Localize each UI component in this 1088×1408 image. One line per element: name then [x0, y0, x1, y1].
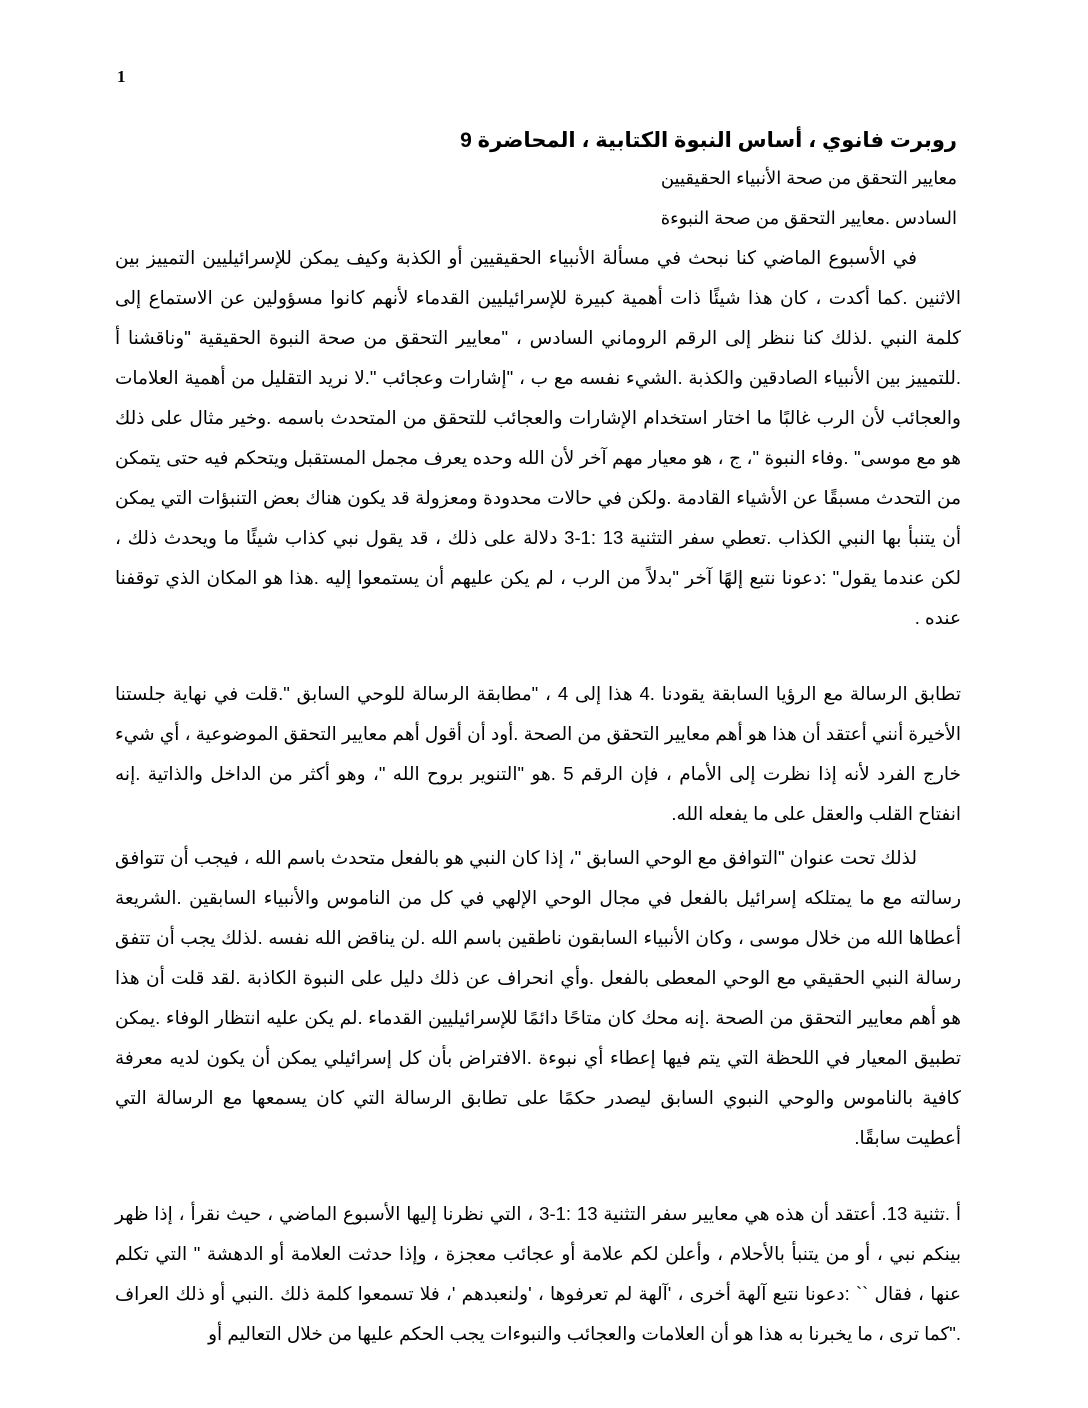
document-body — [115, 124, 961, 1354]
paragraph-spacer — [115, 1158, 961, 1194]
paragraph-4: أ .تثنية 13. أعتقد أن هذه هي معايير سفر التثنية 13 :1-3 ، التي نظرنا إليها الأسبوع الماضي ، حيث نقرأ ، إذا ظهر بينكم نبي ، أو من يتنبأ بالأحلام ، وأعلن لكم علامة أو عجائب معجزة ، وإذا حدثت العلامة أو الدهشة " التي تكلم عنها ، فقال `` :دعونا نتبع آلهة أخرى ، 'آلهة لم تعرفوها ، 'ولنعبدهم '، فلا تسمعوا كلمة ذلك .النبي أو ذلك العراف ."كما ترى ، ما يخبرنا به هذا هو أن العلامات والعجائب والنبوءات يجب الحكم عليها من خلال التعاليم أو — [115, 1203, 962, 1344]
paragraph-3: لذلك تحت عنوان "التوافق مع الوحي السابق "، إذا كان النبي هو بالفعل متحدث باسم الله ، فيجب أن تتوافق رسالته مع ما يمتلكه إسرائيل بالفعل في مجال الوحي الإلهي في كل من الناموس والأنبياء السابقين .الشريعة أعطاها الله من خلال موسى ، وكان الأنبياء السابقون ناطقين باسم الله .لن يناقض الله نفسه .لذلك يجب أن تتفق رسالة النبي الحقيقي مع الوحي المعطى بالفعل .وأي انحراف عن ذلك دليل على النبوة الكاذبة .لقد قلت أن هذا هو أهم معايير التحقق من الصحة .إنه محك كان متاحًا دائمًا للإسرائيليين القدماء .لم يكن عليه انتظار الوفاء .يمكن تطبيق المعيار في اللحظة التي يتم فيها إعطاء أي نبوءة .الافتراض بأن كل إسرائيلي يمكن أن يكون لديه معرفة كافية بالناموس والوحي النبوي السابق ليصدر حكمًا على تطابق الرسالة التي كان يسمعها مع الرسالة التي أعطيت سابقًا. — [115, 847, 961, 1148]
document-title: روبرت فانوي ، أساس النبوة الكتابية ، المحاضرة 9 — [460, 129, 957, 152]
subsection-heading: السادس .معايير التحقق من صحة النبوءة — [660, 208, 957, 228]
paragraph-spacer — [115, 638, 961, 674]
paragraph-2: تطابق الرسالة مع الرؤيا السابقة يقودنا .4 هذا إلى 4 ، "مطابقة الرسالة للوحي السابق ".قلت في نهاية جلستنا الأخيرة أنني أعتقد أن هذا هو أهم معايير التحقق من الصحة .أود أن أقول أهم معايير التحقق الموضوعية ، أي شيء خارج الفرد لأنه إذا نظرت إلى الأمام ، فإن الرقم 5 .هو "التنوير بروح الله "، وهو أكثر من الداخل والذاتية .إنه انفتاح القلب والعقل على ما يفعله الله. — [115, 683, 961, 824]
paragraph-1: في الأسبوع الماضي كنا نبحث في مسألة الأنبياء الحقيقيين أو الكذبة وكيف يمكن للإسرائيليين التمييز بين الاثنين .كما أكدت ، كان هذا شيئًا ذات أهمية كبيرة للإسرائيليين القدماء لأنهم كانوا مسؤولين عن الاستماع إلى كلمة النبي .لذلك كنا ننظر إلى الرقم الروماني السادس ، "معايير التحقق من صحة النبوة الحقيقية "وناقشنا أ .للتمييز بين الأنبياء الصادقين والكذبة .الشيء نفسه مع ب ، "إشارات وعجائب ".لا نريد التقليل من أهمية العلامات والعجائب لأن الرب غالبًا ما اختار استخدام الإشارات والعجائب للتحقق من المتحدث باسمه .وخير مثال على ذلك هو مع موسى" .وفاء النبوة "، ج ، هو معيار مهم آخر لأن الله وحده يعرف مجمل المستقبل ويتحكم فيه حتى يتمكن من التحدث مسبقًا عن الأشياء القادمة .ولكن في حالات محدودة ومعزولة قد يكون هناك بعض التنبؤات التي يمكن أن يتنبأ بها النبي الكذاب .تعطي سفر التثنية 13 :1-3 دلالة على ذلك ، قد يقول نبي كذاب شيئًا ما ويحدث ذلك ، لكن عندما يقول" :دعونا نتبع إلهًا آخر "بدلاً من الرب ، لم يكن عليهم أن يستمعوا إليه .هذا هو المكان الذي توقفنا عنده . — [115, 247, 962, 628]
page-number: 1 — [117, 67, 126, 86]
section-heading: معايير التحقق من صحة الأنبياء الحقيقيين — [660, 168, 957, 188]
